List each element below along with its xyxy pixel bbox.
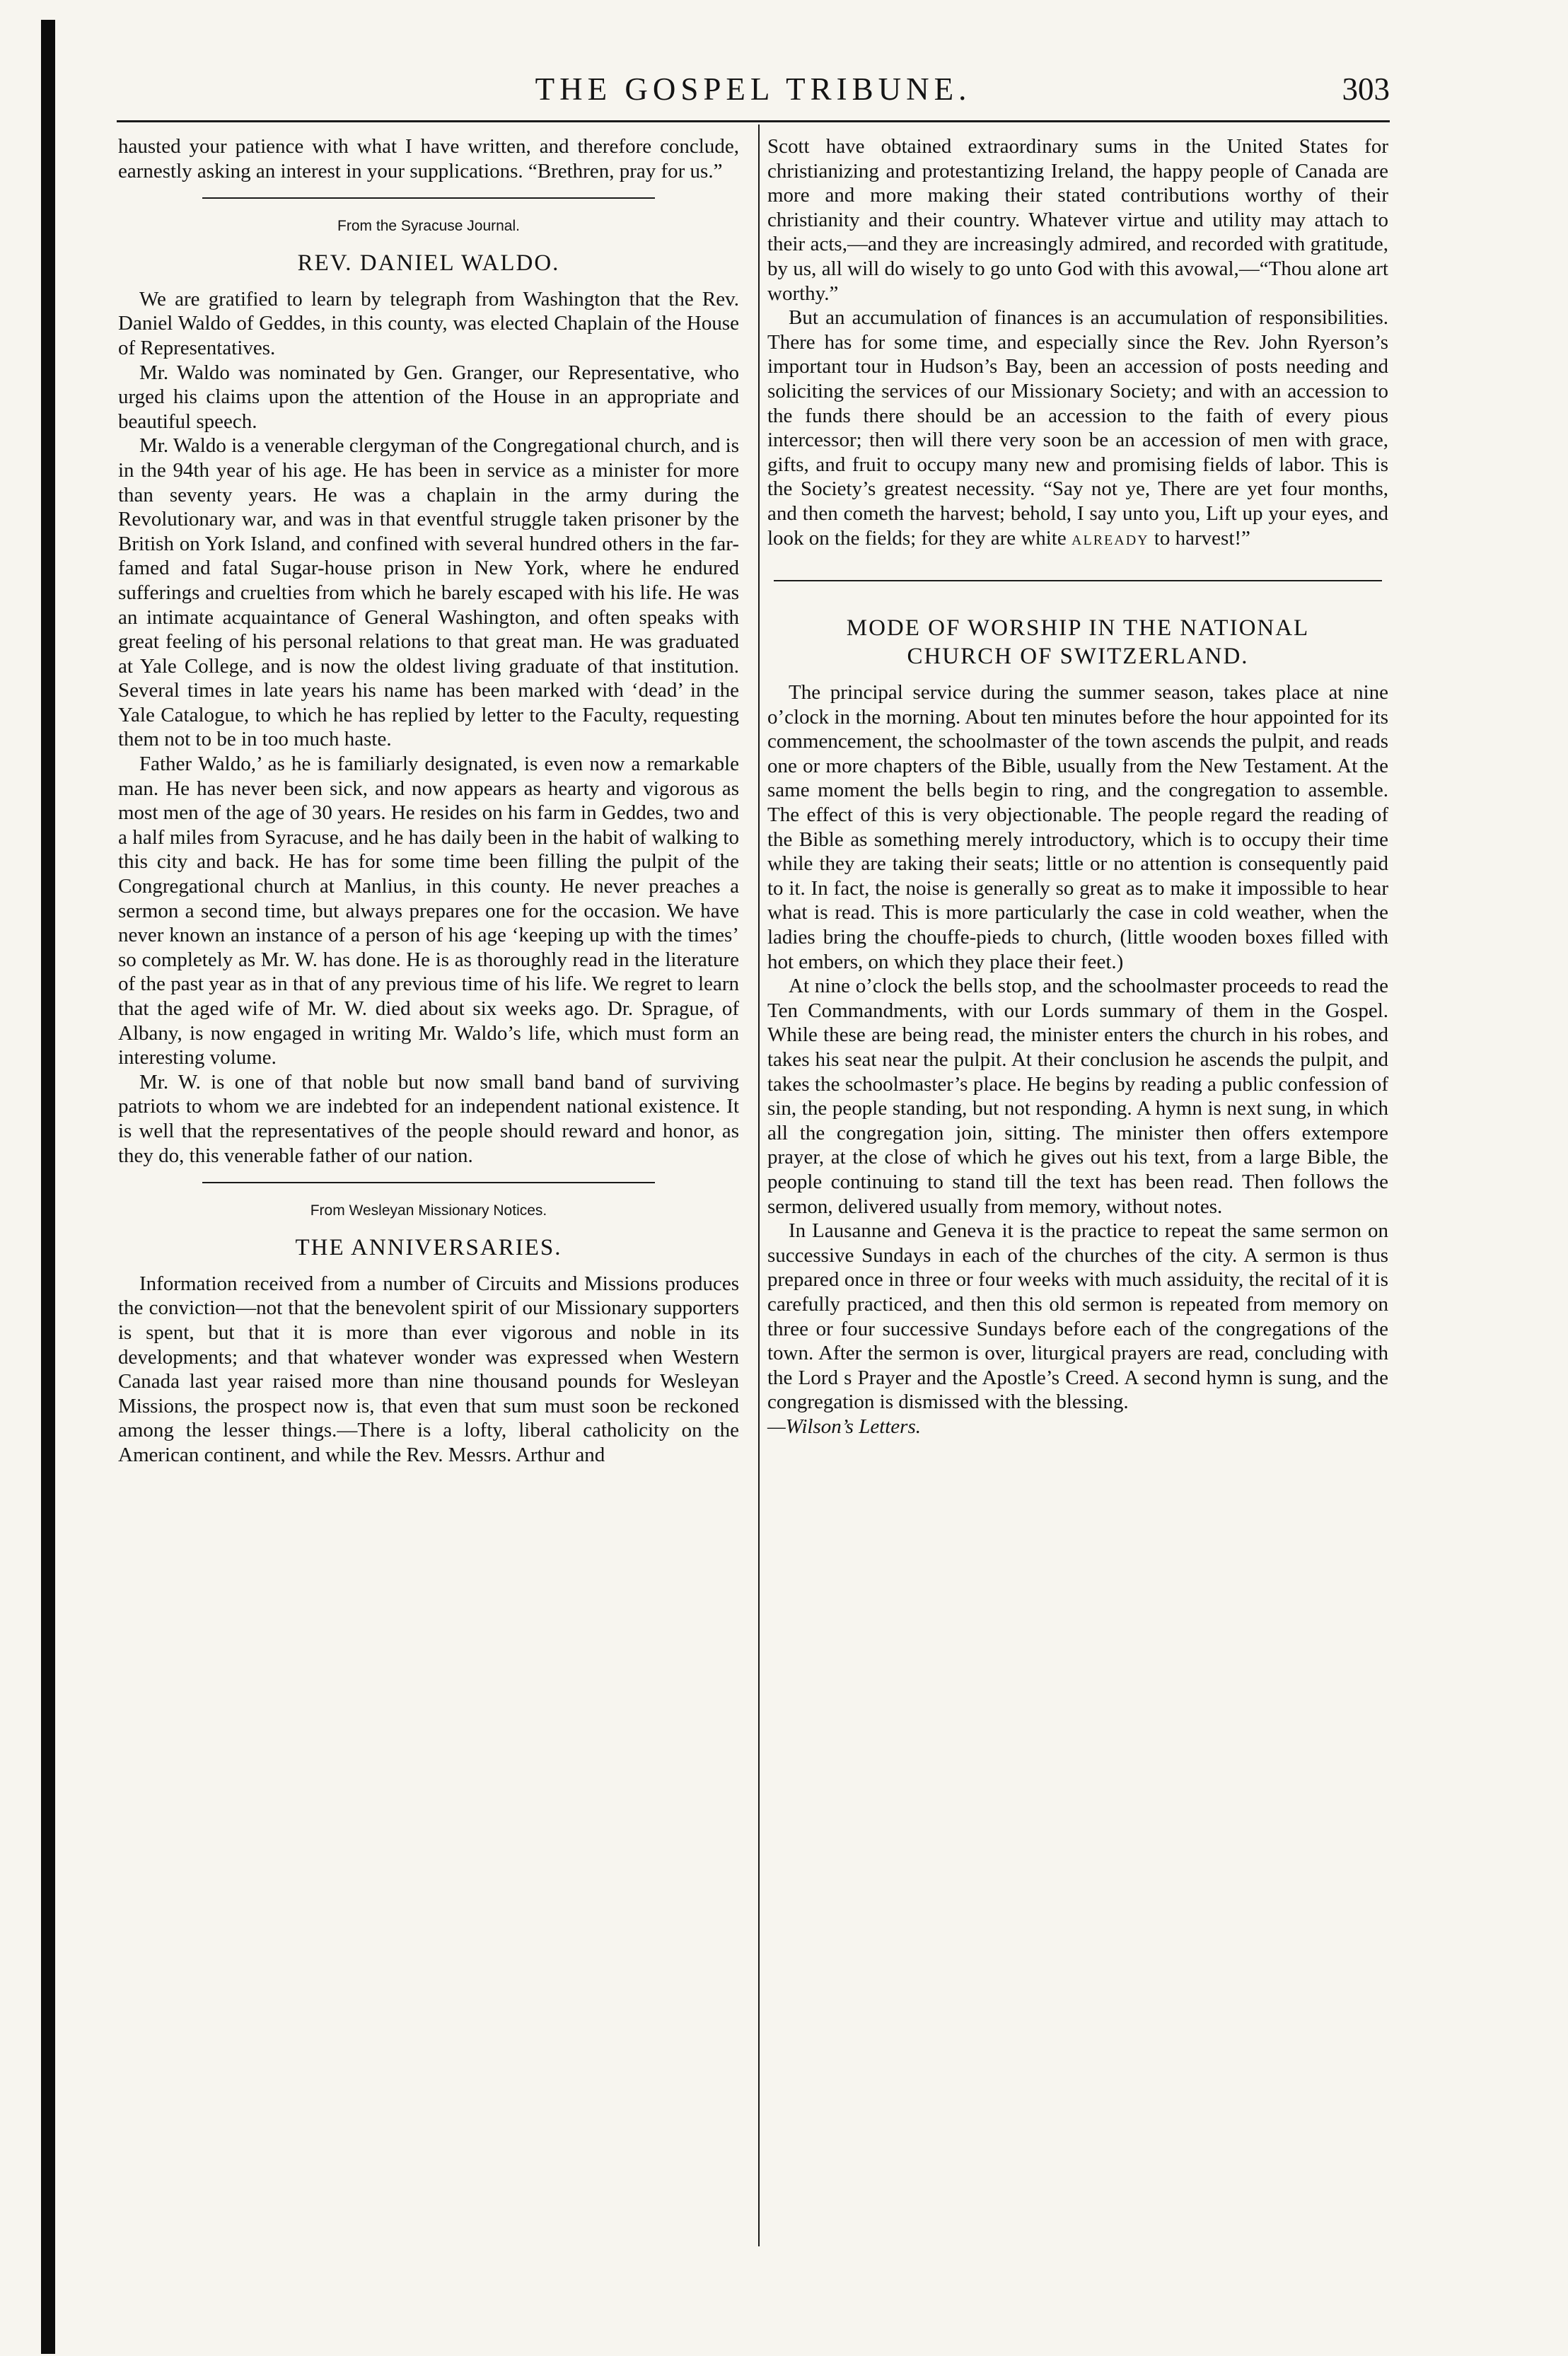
worship-paragraph-3: In Lausanne and Geneva it is the practice to repeat the same sermon on successive Sundays in each of the churches of the city. A sermon is thus prepared once in three or four weeks with much assiduity, the recital of it is carefully practiced, and then this old sermon is repeated from memory on three or four successive Sundays before each of the congregations of the town. After the sermon is over, liturgical prayers are read, concluding with the Lord s Prayer and the Apostle’s Creed. A second hymn is sung, and the congregation is dismissed with the blessing.	[767, 1219, 1388, 1414]
waldo-paragraph-5: Mr. W. is one of that noble but now small band band of surviving patriots to whom we are indebted for an independent national existence. It is well that the representatives of the people should reward and honor, as they do, this venerable father of our nation.	[118, 1070, 739, 1167]
article-source: From Wesleyan Missionary Notices.	[310, 1202, 547, 1219]
right-column	[767, 134, 1388, 1439]
waldo-paragraph-2: Mr. Waldo was nominated by Gen. Granger, our Representative, who urged his claims upon the attention of the House in an appropriate and beautiful speech.	[118, 361, 739, 433]
anniversaries-continuation-1: Scott have obtained extraordinary sums in the United States for christianizing and protestantizing Ireland, the happy people of Canada are more and more making their stated contributions worthy of their christianity and their country. Whatever virtue and utility may attach to their acts,—and they are increasingly admired, and recorded with gratitude, by us, all will do wisely to go unto God with this avowal,—“Thou alone art worthy.”	[767, 135, 1388, 305]
title-line: MODE OF WORSHIP IN THE NATIONAL	[846, 615, 1310, 642]
worship-paragraph-2: At nine o’clock the bells stop, and the schoolmaster proceeds to read the Ten Commandments, with our Lords summary of them in the Gospel. While these are being read, the minister enters the church in his robes, and takes his seat near the pulpit. At their conclusion he ascends the pulpit, and takes the schoolmaster’s place. He begins by reading a public confession of sin, the people standing, but not responding. A hymn is next sung, in which all the congregation join, sitting. The minister then offers extempore prayer, at the close of which he gives out his text, from a large Bible, the people continuing to stand till the text has been read. Then follows the sermon, delivered usually from memory, without notes.	[767, 975, 1388, 1218]
section-divider	[774, 580, 1382, 581]
title-line: CHURCH OF SWITZERLAND.	[907, 644, 1249, 670]
article-title-worship	[767, 614, 1388, 671]
article-source: From the Syracuse Journal.	[337, 218, 520, 235]
waldo-paragraph-3: Mr. Waldo is a venerable clergyman of the Congregational church, and is in the 94th year of his age. He has been in service as a minister for more than seventy years. He was a chaplain in the army during the Revolutionary war, and was in that eventful struggle taken prisoner by the British on York Island, and confined with several hundred others in the far-famed and fatal Sugar-house prison in New York, where he endured sufferings and cruelties from which he barely escaped with his life. He was an intimate acquaintance of General Washington, and often speaks with great feeling of his personal relations to that great man. He was graduated at Yale College, and is now the oldest living graduate of that institution. Several times in late years his name has been marked with ‘dead’ in the Yale Catalogue, to which he has replied by letter to the Faculty, requesting them not to be in too much haste.	[118, 434, 739, 751]
section-divider	[202, 1182, 655, 1183]
article-title-waldo: REV. DANIEL WALDO.	[297, 250, 560, 276]
text-run: to harvest!”	[1154, 526, 1250, 550]
journal-title: THE GOSPEL TRIBUNE.	[535, 71, 972, 107]
page-binding-edge	[41, 20, 55, 2354]
header-rule	[117, 120, 1390, 122]
anniversaries-continuation-2	[767, 306, 1388, 550]
text-run: But an accumulation of finances is an accumulation of responsibilities. There has for some time, and especially since the Rev. John Ryerson’s important tour in Hudson’s Bay, been an accession of posts needing and soliciting the services of our Missionary Society; and with an accession to the funds there should be an accession to the faith of every pious intercessor; then will there very soon be an accession of men with grace, gifts, and fruit to occupy many new and promising fields of labor. This is the Society’s greatest necessity. “Say not ye, There are yet four months, and then cometh the harvest; behold, I say unto you, Lift up your eyes, and look on the fields; for they are white	[767, 306, 1388, 550]
article-title-anniversaries: THE ANNIVERSARIES.	[295, 1234, 562, 1260]
worship-paragraph-1: The principal service during the summer season, takes place at nine o’clock in the morning. About ten minutes before the hour appointed for its commencement, the schoolmaster of the town ascends the pulpit, and reads one or more chapters of the Bible, usually from the New Testament. At the same moment the bells begin to ring, and the congregation to assemble. The effect of this is very objectionable. The people regard the reading of the Bible as something merely introductory, which is to occupy their time while they are taking their seats; little or no attention is consequently paid to it. In fact, the noise is generally so great as to make it impossible to hear what is read. This is more particularly the case in cold weather, when the ladies bring the chouffe-pieds to church, (little wooden boxes filled with hot embers, on which they place their feet.)	[767, 681, 1388, 973]
section-divider	[202, 197, 655, 199]
anniversaries-paragraph-1: Information received from a number of Circuits and Missions produces the conviction—not that the benevolent spirit of our Missionary supporters is spent, but that it is more than ever vigorous and noble in its developments; and that whatever wonder was expressed when Western Canada last year raised more than nine thousand pounds for Wesleyan Missions, the prospect now is, that even that sum must soon be reckoned among the lesser things.—There is a lofty, liberal catholicity on the American continent, and while the Rev. Messrs. Arthur and	[118, 1272, 739, 1466]
waldo-paragraph-4: Father Waldo,’ as he is familiarly designated, is even now a remarkable man. He has never been sick, and now appears as hearty and vigorous as most men of the age of 30 years. He resides on his farm in Geddes, two and a half miles from Syracuse, and he has daily been in the habit of walking to this city and back. He has for some time been filling the pulpit of the Congregational church at Manlius, in this county. He never preaches a sermon a second time, but always prepares one for the occasion. We have never known an instance of a person of his age ‘keeping up with the times’ so completely as Mr. W. has done. He is as thoroughly read in the literature of the past year as in that of any previous time of his life. We regret to learn that the aged wife of Mr. W. died about six weeks ago. Dr. Sprague, of Albany, is now engaged in writing Mr. Waldo’s life, which must form an interesting volume.	[118, 753, 739, 1069]
page-number: 303	[1342, 71, 1390, 107]
page-header	[117, 71, 1390, 113]
small-caps-word: already	[1072, 526, 1149, 550]
column-divider	[758, 124, 760, 2246]
waldo-paragraph-1: We are gratified to learn by telegraph from Washington that the Rev. Daniel Waldo of Geddes, in this county, was elected Chaplain of the House of Representatives.	[118, 287, 739, 359]
continuation-paragraph: hausted your patience with what I have written, and therefore conclude, earnestly asking an interest in your supplications. “Brethren, pray for us.”	[118, 135, 739, 182]
left-column	[118, 134, 739, 1468]
worship-signature: —Wilson’s Letters.	[767, 1415, 922, 1438]
